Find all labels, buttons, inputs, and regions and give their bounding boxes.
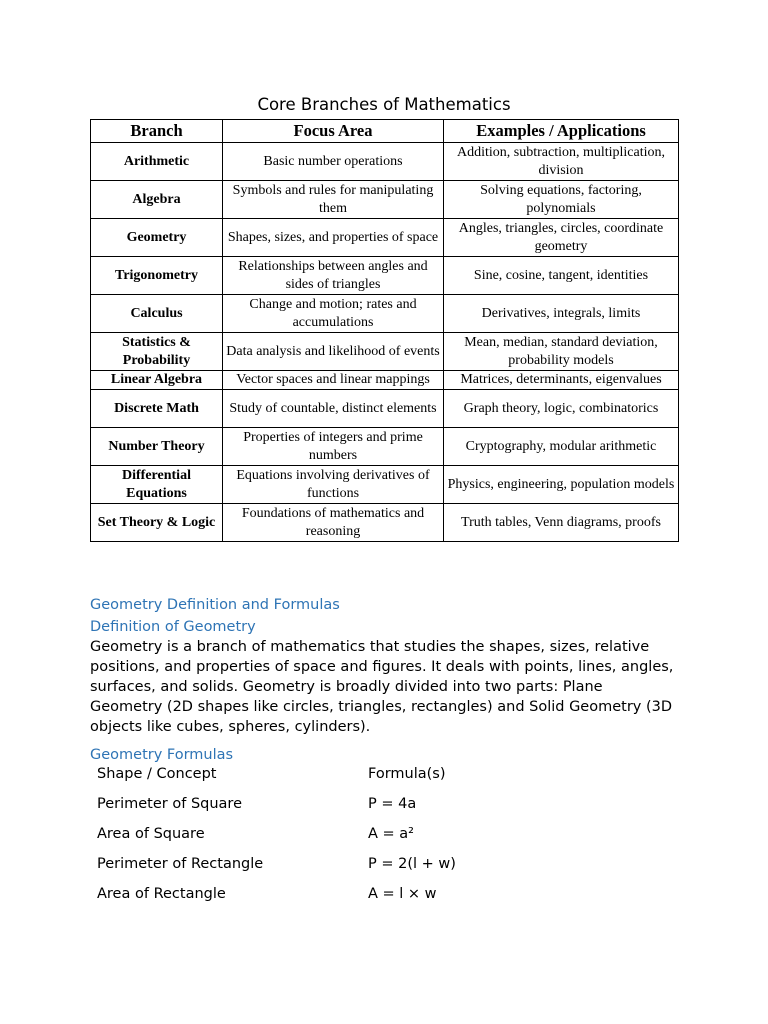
formula-value: P = 4a	[368, 796, 417, 812]
branch-cell: Differential Equations	[91, 466, 223, 504]
branch-cell: Number Theory	[91, 428, 223, 466]
branch-cell: Linear Algebra	[91, 371, 223, 390]
header-examples: Examples / Applications	[444, 120, 679, 143]
formula-row	[90, 824, 628, 854]
header-branch: Branch	[91, 120, 223, 143]
table-row	[91, 257, 679, 295]
branch-cell: Calculus	[91, 295, 223, 333]
table-row	[91, 390, 679, 428]
examples-cell: Cryptography, modular arithmetic	[444, 428, 679, 466]
definition-heading: Definition of Geometry	[90, 619, 256, 635]
branch-cell: Trigonometry	[91, 257, 223, 295]
table-row	[91, 143, 679, 181]
table-row	[91, 428, 679, 466]
table-row	[91, 504, 679, 542]
formula-value: A = l × w	[368, 886, 437, 902]
table-title: Core Branches of Mathematics	[257, 95, 511, 114]
header-focus-area: Focus Area	[223, 120, 444, 143]
formula-row	[90, 794, 628, 824]
table-header-row	[91, 120, 679, 143]
branch-cell: Set Theory & Logic	[91, 504, 223, 542]
table-row	[91, 181, 679, 219]
branch-cell: Statistics & Probability	[91, 333, 223, 371]
examples-cell: Graph theory, logic, combinatorics	[444, 390, 679, 428]
table-row	[91, 295, 679, 333]
branch-cell: Arithmetic	[91, 143, 223, 181]
formulas-header-formula: Formula(s)	[368, 766, 446, 782]
focus-cell: Vector spaces and linear mappings	[223, 371, 444, 390]
focus-cell: Basic number operations	[223, 143, 444, 181]
formula-shape: Perimeter of Square	[97, 796, 242, 812]
formula-value: P = 2(l + w)	[368, 856, 456, 872]
examples-cell: Sine, cosine, tangent, identities	[444, 257, 679, 295]
examples-cell: Matrices, determinants, eigenvalues	[444, 371, 679, 390]
focus-cell: Study of countable, distinct elements	[223, 390, 444, 428]
formula-shape: Area of Square	[97, 826, 205, 842]
formula-shape: Perimeter of Rectangle	[97, 856, 264, 872]
focus-cell: Foundations of mathematics and reasoning	[223, 504, 444, 542]
formula-row	[90, 884, 628, 914]
formula-shape: Area of Rectangle	[97, 886, 226, 902]
examples-cell: Addition, subtraction, multiplication, division	[444, 143, 679, 181]
examples-cell: Angles, triangles, circles, coordinate geometry	[444, 219, 679, 257]
focus-cell: Shapes, sizes, and properties of space	[223, 219, 444, 257]
branch-cell: Discrete Math	[91, 390, 223, 428]
focus-cell: Relationships between angles and sides of triangles	[223, 257, 444, 295]
table-row	[91, 466, 679, 504]
branches-table	[90, 119, 679, 542]
branch-cell: Geometry	[91, 219, 223, 257]
focus-cell: Symbols and rules for manipulating them	[223, 181, 444, 219]
focus-cell: Equations involving derivatives of functions	[223, 466, 444, 504]
focus-cell: Data analysis and likelihood of events	[223, 333, 444, 371]
table-row	[91, 219, 679, 257]
formula-row	[90, 854, 628, 884]
geometry-section	[90, 595, 690, 765]
branch-cell: Algebra	[91, 181, 223, 219]
definition-text: Geometry is a branch of mathematics that studies the shapes, sizes, relative positions, and properties of space and figures. It deals with points, lines, angles, surfaces, and solids. Geometry is broadly divided into two parts: Plane Geometry (2D shapes like circles, triangles, rectangles) and Solid Geometry (3D objects like cubes, spheres, cylinders).	[90, 639, 674, 735]
examples-cell: Truth tables, Venn diagrams, proofs	[444, 504, 679, 542]
table-row	[91, 371, 679, 390]
examples-cell: Solving equations, factoring, polynomials	[444, 181, 679, 219]
geometry-title: Geometry Definition and Formulas	[90, 597, 340, 613]
examples-cell: Physics, engineering, population models	[444, 466, 679, 504]
formulas-heading: Geometry Formulas	[90, 747, 234, 763]
examples-cell: Mean, median, standard deviation, probability models	[444, 333, 679, 371]
formulas-header-row	[90, 764, 628, 794]
focus-cell: Properties of integers and prime numbers	[223, 428, 444, 466]
examples-cell: Derivatives, integrals, limits	[444, 295, 679, 333]
table-row	[91, 333, 679, 371]
formulas-table	[90, 764, 628, 914]
formula-value: A = a²	[368, 826, 414, 842]
formulas-header-shape: Shape / Concept	[97, 766, 217, 782]
focus-cell: Change and motion; rates and accumulations	[223, 295, 444, 333]
